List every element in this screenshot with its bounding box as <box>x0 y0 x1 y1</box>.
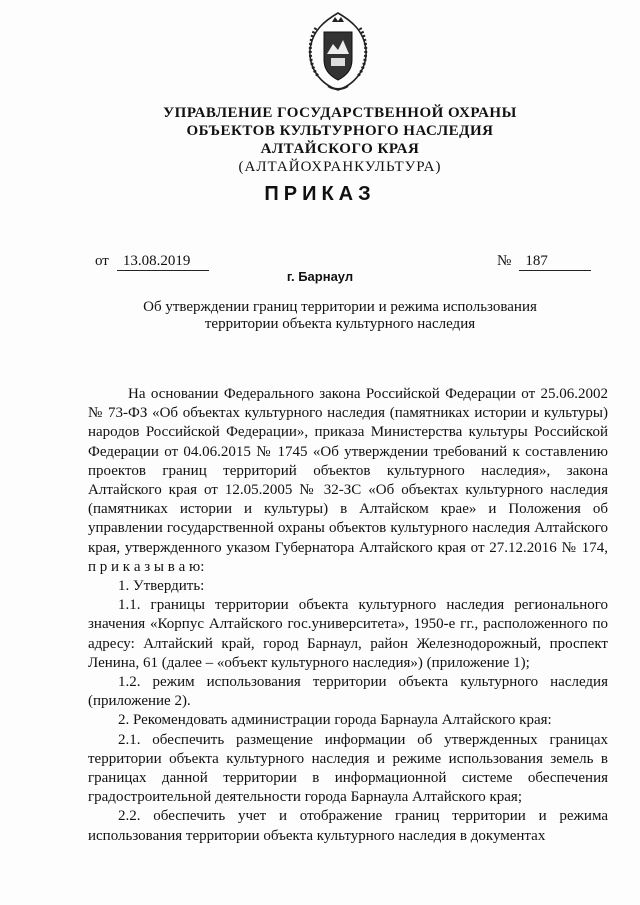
org-name-line-3: АЛТАЙСКОГО КРАЯ <box>260 141 420 157</box>
date-prefix: от <box>95 253 109 269</box>
order-subject <box>120 299 560 333</box>
subject-line-2: территории объекта культурного наследия <box>204 316 476 332</box>
org-name-line-1: УПРАВЛЕНИЕ ГОСУДАРСТВЕННОЙ ОХРАНЫ <box>163 105 517 121</box>
item-1-2: 1.2. режим использования территории объекта культурного наследия (приложение 2). <box>88 674 608 710</box>
org-short-name: (АЛТАЙОХРАНКУЛЬТУРА) <box>238 159 442 175</box>
item-2-2: 2.2. обеспечить учет и отображение границ территории и режима использования территории объекта культурного наследия в документах <box>88 808 608 844</box>
issue-city: г. Барнаул <box>286 269 354 284</box>
order-date: 13.08.2019 <box>117 253 209 271</box>
order-body <box>88 385 608 846</box>
coat-of-arms-emblem <box>302 10 374 94</box>
item-2-1: 2.1. обеспечить размещение информации об утвержденных границах территории объекта культурного наследия и режиме использования земель в границах данной территории в информационной системе обеспечения градостроительной деятельности города Барнаула Алтайского края; <box>88 731 608 806</box>
number-prefix: № <box>497 253 512 269</box>
item-2: 2. Рекомендовать администрации города Барнаула Алтайского края: <box>118 712 552 729</box>
org-name-line-2: ОБЪЕКТОВ КУЛЬТУРНОГО НАСЛЕДИЯ <box>186 123 494 139</box>
document-type-title: ПРИКАЗ <box>264 183 376 205</box>
preamble-paragraph: На основании Федерального закона Российской Федерации от 25.06.2002 № 73-ФЗ «Об объектах культурного наследия (памятниках истории и культуры) народов Российской Федерации», приказа Министерства культуры Российской Федерации от 04.06.2015 № 1745 «Об утверждении требований к составлению проектов границ территорий объектов культурного наследия», закона Алтайского края от 12.05.2005 № 32-ЗС «Об объектах культурного наследия (памятниках истории и культуры) в Алтайском крае» и Положения об управлении государственной охраны объектов культурного наследия Алтайского края, утвержденного указом Губернатора Алтайского края от 27.12.2016 № 174, п р и к а з ы в а ю: <box>88 386 608 575</box>
item-1-1: 1.1. границы территории объекта культурного наследия регионального значения «Корпус Алтайского гос.университета», 1950-е гг., расположенного по адресу: Алтайский край, город Барнаул, район Железнодорожный, проспект Ленина, 61 (далее – «объект культурного наследия») (приложение 1); <box>88 597 608 671</box>
subject-line-1: Об утверждении границ территории и режима использования <box>143 299 537 315</box>
item-1: 1. Утвердить: <box>118 578 205 595</box>
order-number: 187 <box>519 253 591 271</box>
